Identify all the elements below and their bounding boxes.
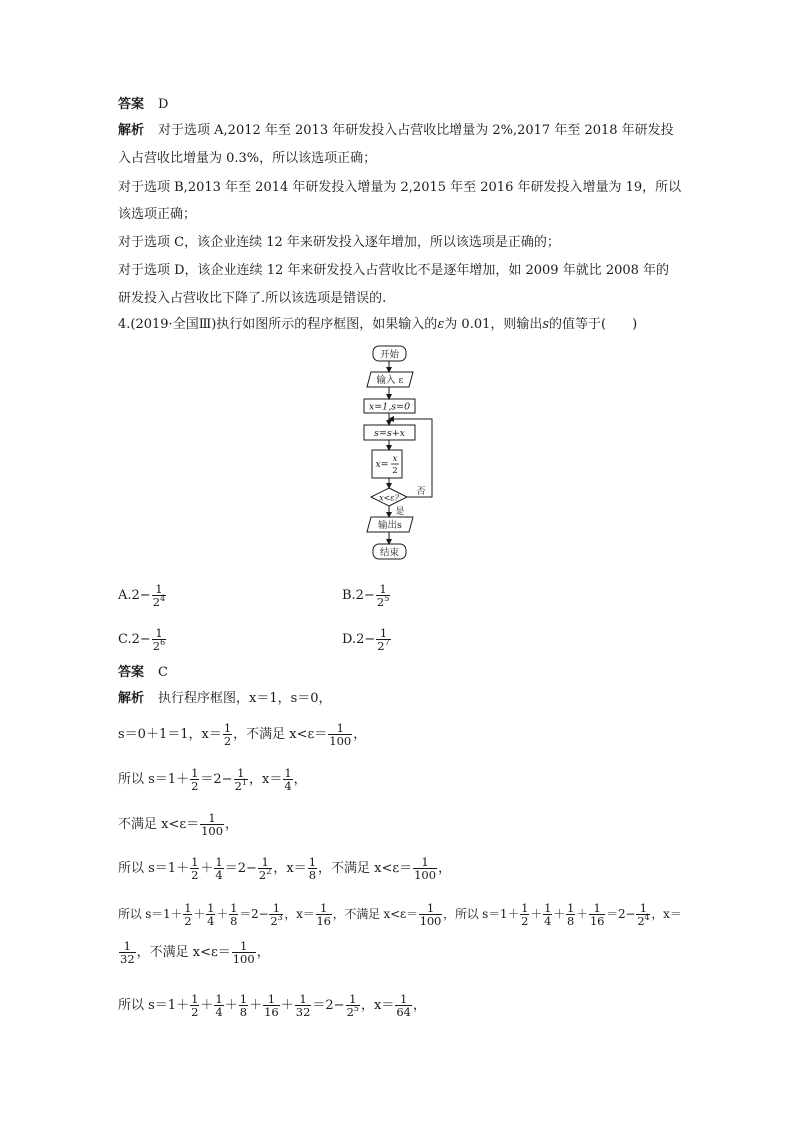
- prev-analysis-line-4: 该选项正确；: [118, 207, 197, 222]
- input-label: 输入 ε: [376, 375, 404, 386]
- solution-line-4: 所以 s＝1＋ $\frac{1}{2}$ ＋ $\frac{1}{4}$ ＝2− $\frac{1}{2^2}$ ，x＝ $\frac{1}{8}$ ，不满足 x<ε＝ $\frac{1}{100}$ ，: [118, 855, 452, 882]
- init-label: x=1,s=0: [368, 401, 411, 413]
- update-x-lhs: x=: [375, 459, 389, 470]
- solution-line-6: $\frac{1}{32}$ ，不满足 x<ε＝ $\frac{1}{100}$ ，: [120, 939, 270, 966]
- solution-line-7: 所以 s＝1＋ $\frac{1}{2}$ ＋ $\frac{1}{4}$ ＋ $\frac{1}{8}$ ＋ $\frac{1}{16}$ ＋ $\frac{1}{32}$ ＝2− $\frac{1}{2^5}$ ，x＝ $\frac{1}{64}$ ，: [118, 992, 426, 1019]
- solution-line-2: 所以 s＝1＋ $\frac{1}{2}$ ＝2− $\frac{1}{2^1}$ ，x＝ $\frac{1}{4}$ ，: [118, 766, 307, 793]
- option-b[interactable]: B.2− $\frac{1}{2^5}$: [342, 582, 390, 609]
- flowchart: [356, 343, 446, 565]
- prev-analysis-line-6: 对于选项 D，该企业连续 12 年来研发投入占营收比不是逐年增加，如 2009 年就比 2008 年的: [118, 263, 670, 278]
- solution-intro: 解析 执行程序框图，x＝1，s＝0，: [118, 691, 332, 706]
- solution-line-3: 不满足 x<ε＝ $\frac{1}{100}$ ，: [118, 811, 239, 838]
- solution-answer: 答案 C: [118, 665, 168, 680]
- output-label: 输出s: [378, 520, 402, 531]
- solution-answer-value: C: [158, 665, 168, 680]
- prev-analysis-line-2: 入占营收比增量为 0.3%，所以该选项正确；: [118, 151, 377, 166]
- start-label: 开始: [379, 349, 400, 361]
- update-x-num: x: [392, 454, 398, 464]
- prev-analysis-line-1: 解析 对于选项 A,2012 年至 2013 年研发投入占营收比增量为 2%,2017 年至 2018 年研发投: [118, 123, 674, 138]
- prev-analysis-label: 解析: [118, 123, 145, 138]
- no-label: 否: [416, 487, 426, 497]
- update-x-den: 2: [392, 466, 398, 476]
- option-a[interactable]: A.2− $\frac{1}{2^4}$: [118, 582, 166, 609]
- prev-answer-value: D: [158, 97, 169, 112]
- yes-label: 是: [395, 507, 405, 517]
- question-stem: 4.(2019·全国Ⅲ)执行如图所示的程序框图，如果输入的ε为 0.01，则输出s的值等于( ): [118, 317, 638, 332]
- update-s-label: s=s+x: [373, 428, 406, 439]
- solution-line-5: 所以 s＝1＋ $\frac{1}{2}$ ＋ $\frac{1}{4}$ ＋ $\frac{1}{8}$ ＝2− $\frac{1}{2^3}$ ，x＝ $\frac{1}{16}$ ，不满足 x<ε＝ $\frac{1}{100}$ ，所以 s＝1＋ $\frac{1}{2}$ ＋ $\frac{1}{4}$ ＋ $\frac{1}{8}$ ＋ $\frac{1}{16}$ ＝2− $\frac{1}{2^4}$ ，x＝: [118, 901, 682, 928]
- prev-analysis-line-5: 对于选项 C，该企业连续 12 年来研发投入逐年增加，所以该选项是正确的；: [118, 235, 560, 250]
- prev-analysis-line-7: 研发投入占营收比下降了.所以该选项是错误的.: [118, 291, 387, 306]
- solution-line-1: s＝0＋1＝1，x＝ $\frac{1}{2}$ ，不满足 x<ε＝ $\frac{1}{100}$ ，: [118, 721, 367, 748]
- prev-analysis-line-3: 对于选项 B,2013 年至 2014 年研发投入增量为 2,2015 年至 2016 年研发投入增量为 19，所以: [118, 180, 682, 195]
- option-d[interactable]: D.2− $\frac{1}{2^7}$: [342, 626, 390, 653]
- condition-label: x<ε?: [379, 493, 399, 503]
- prev-answer: [118, 96, 168, 114]
- end-label: 结束: [379, 547, 400, 559]
- prev-answer-label: 答案: [118, 97, 145, 112]
- option-c[interactable]: C.2− $\frac{1}{2^6}$: [118, 626, 166, 653]
